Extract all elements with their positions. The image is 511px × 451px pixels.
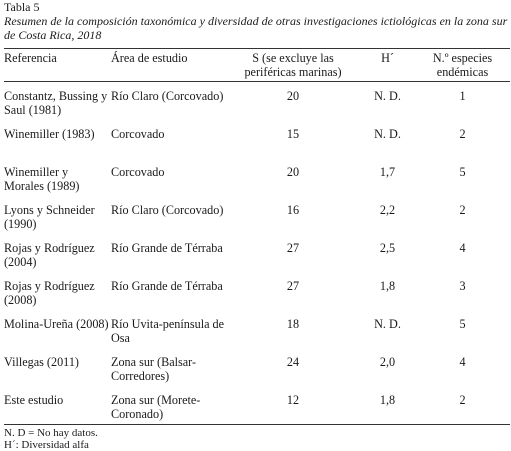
- table-row: [4, 270, 510, 308]
- cell-h: 1,7: [379, 165, 396, 179]
- table-row: [4, 232, 510, 270]
- cell-s: 20: [286, 89, 300, 103]
- cell-area: Corcovado: [111, 127, 165, 141]
- data-table: [4, 48, 510, 425]
- cell-area: Río Uvita-península de Osa: [111, 317, 225, 345]
- cell-area: Zona sur (Balsar-Corredores): [111, 355, 197, 383]
- cell-referencia: Villegas (2011): [4, 355, 79, 369]
- header-endemicas: N.º especies endémicas: [415, 49, 510, 82]
- cell-endemicas: 2: [415, 384, 510, 425]
- header-area: Área de estudio: [111, 49, 226, 82]
- cell-h: 2,2: [379, 203, 396, 217]
- cell-referencia: Molina-Ureña (2008): [4, 317, 109, 331]
- cell-h: N. D.: [374, 89, 401, 103]
- cell-referencia: Constantz, Bussing y Saul (1981): [4, 89, 108, 117]
- cell-referencia: Este estudio: [4, 384, 111, 425]
- table-row: [4, 308, 510, 346]
- cell-endemicas: 4: [459, 355, 466, 369]
- cell-s: 15: [286, 127, 300, 141]
- header-s: S (se excluye las periféricas marinas): [226, 49, 360, 82]
- header-h: H´: [360, 49, 415, 82]
- cell-endemicas: 5: [459, 317, 466, 331]
- table-row: [4, 384, 510, 425]
- cell-s: 24: [286, 355, 300, 369]
- table-caption: Resumen de la composición taxonómica y diversidad de otras investigaciones ictiológicas en la zona sur de Costa Rica, 2018: [4, 14, 508, 42]
- cell-h: 1,8: [360, 384, 415, 425]
- table-row: [4, 82, 510, 119]
- cell-s: 27: [286, 279, 300, 293]
- cell-area: Río Claro (Corcovado): [111, 203, 224, 217]
- cell-s: 20: [286, 165, 300, 179]
- cell-area: Río Grande de Térraba: [111, 241, 223, 255]
- cell-referencia: Rojas y Rodríguez (2008): [4, 279, 95, 307]
- table-row: [4, 346, 510, 384]
- cell-endemicas: 1: [459, 89, 466, 103]
- cell-referencia: Winemiller (1983): [4, 127, 95, 141]
- cell-h: 2,0: [379, 355, 396, 369]
- cell-area: Río Claro (Corcovado): [111, 89, 224, 103]
- cell-h: 1,8: [379, 279, 396, 293]
- cell-h: N. D.: [374, 127, 401, 141]
- table-row: [4, 194, 510, 232]
- cell-endemicas: 4: [459, 241, 466, 255]
- document: [4, 0, 509, 451]
- cell-h: 2,5: [379, 241, 396, 255]
- cell-referencia: Lyons y Schneider (1990): [4, 203, 95, 231]
- cell-endemicas: 3: [459, 279, 466, 293]
- table-number: Tabla 5: [4, 0, 40, 14]
- note-h: H´: Diversidad alfa: [4, 439, 89, 451]
- cell-s: 27: [286, 241, 300, 255]
- header-row: [4, 49, 510, 82]
- cell-area: Río Grande de Térraba: [111, 279, 223, 293]
- cell-endemicas: 2: [459, 203, 466, 217]
- cell-referencia: Rojas y Rodríguez (2004): [4, 241, 95, 269]
- cell-s: 12: [226, 384, 360, 425]
- cell-h: N. D.: [374, 317, 401, 331]
- table-row: [4, 156, 510, 194]
- cell-referencia: Winemiller y Morales (1989): [4, 165, 80, 193]
- note-nd: N. D = No hay datos.: [4, 427, 98, 439]
- cell-area: Corcovado: [111, 165, 165, 179]
- cell-s: 18: [286, 317, 300, 331]
- cell-s: 16: [286, 203, 300, 217]
- cell-endemicas: 5: [459, 165, 466, 179]
- header-referencia: Referencia: [4, 49, 111, 82]
- table-row: [4, 118, 510, 156]
- cell-area: Zona sur (Morete-Coronado): [111, 384, 226, 425]
- cell-endemicas: 2: [459, 127, 466, 141]
